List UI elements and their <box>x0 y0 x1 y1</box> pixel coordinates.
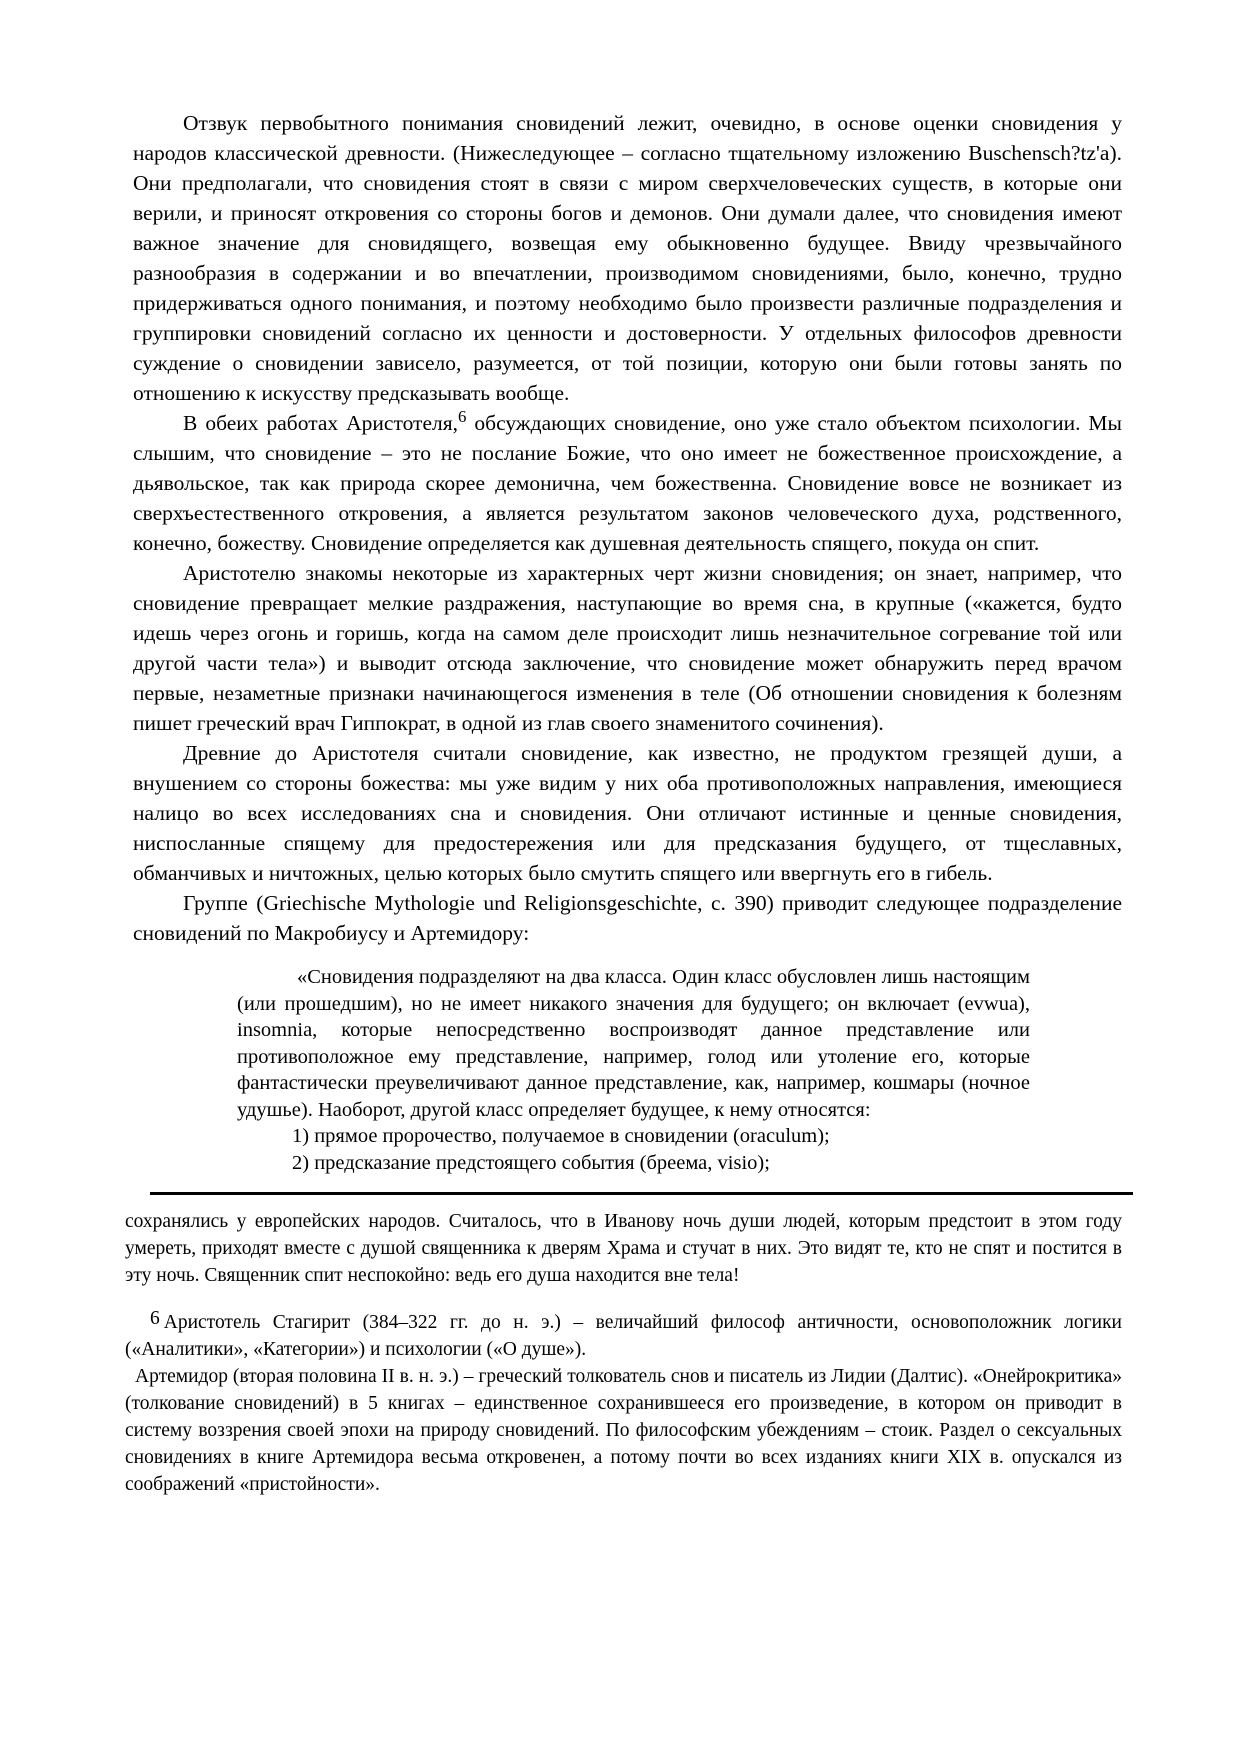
paragraph-aristotle-rest: обсуждающих сновидение, оно уже стало объектом психологии. Мы слышим, что сновидение – это не послание Божие, что оно имеет не божественное происхождение, а дьявольское, так как природа скорее демонична, чем божественна. Сновидение вовсе не возникает из сверхъестественного откровения, а является результатом законов человеческого духа, родственного, конечно, божеству. Сновидение определяется как душевная деятельность спящего, покуда он спит. <box>133 411 1122 555</box>
paragraph-aristotle-works <box>133 408 1122 558</box>
blockquote-item-1: 1) прямое пророчество, получаемое в сновидении (oraculum); <box>292 1125 830 1147</box>
blockquote-dream-classes <box>237 964 1030 1176</box>
footnote-separator-rule <box>150 1192 1133 1195</box>
paragraph-dream-antiquity: Отзвук первобытного понимания сновидений лежит, очевидно, в основе оценки сновидения у народов классической древности. (Нижеследующее – согласно тщательному изложению Buschensch?tz'a). Они предполагали, что сновидения стоят в связи с миром сверхчеловеческих существ, в которые они верили, и приносят откровения со стороны богов и демонов. Они думали далее, что сновидения имеют важное значение для сновидящего, возвещая ему обыкновенно будущее. Ввиду чрезвычайного разнообразия в содержании и во впечатлении, производимом сновидениями, было, конечно, трудно придерживаться одного понимания, и поэтому необходимо было произвести различные подразделения и группировки сновидений согласно их ценности и достоверности. У отдельных философов древности суждение о сновидении зависело, разумеется, от той позиции, которую они были готовы занять по отношению к искусству предсказывать вообще. <box>133 111 1122 405</box>
footnotes-section <box>125 1208 1122 1498</box>
paragraph-gruppe-intro: Группе (Griechische Mythologie und Religionsgeschichte, с. 390) приводит следующее подразделение сновидений по Макробиусу и Артемидору: <box>133 891 1122 945</box>
blockquote-body: «Сновидения подразделяют на два класса. Один класс обусловлен лишь настоящим (или прошедшим), но не имеет никакого значения для будущего; он включает (evwua), insomnia, которые непосредственно воспроизводят данное представление или противоположное ему представление, например, голод или утоление его, которые фантастически преувеличивают данное представление, как, например, кошмары (ночное удушье). Наоборот, другой класс определяет будущее, к нему относятся: <box>237 966 1030 1121</box>
body-text <box>133 108 1122 948</box>
paragraph-aristotle-lead: В обеих работах Аристотеля, <box>183 411 458 435</box>
footnote-ref-6: 6 <box>458 406 467 426</box>
blockquote-item-2: 2) предсказание предстоящего события (бреема, visio); <box>292 1151 770 1174</box>
paragraph-pre-aristotle: Древние до Аристотеля считали сновидение, как известно, не продуктом грезящей души, а внушением со стороны божества: мы уже видим у них оба противоположных направления, имеющиеся налицо во всех исследованиях сна и сновидения. Они отличают истинные и ценные сновидения, ниспосланные спящему для предостережения или для предсказания будущего, от тщеславных, обманчивых и ничтожных, целью которых было смутить спящего или ввергнуть его в гибель. <box>133 741 1122 885</box>
footnote-continuation: сохранялись у европейских народов. Считалось, что в Иванову ночь души людей, которым предстоит в этом году умереть, приходят вместе с душой священника к дверям Храма и стучат в них. Это видят те, кто не спят и постится в эту ночь. Священник спит неспокойно: ведь его душа находится вне тела! <box>125 1211 1122 1286</box>
footnote-6-marker: 6 <box>150 1308 160 1329</box>
footnote-6-text: Аристотель Стагирит (384–322 гг. до н. э.) – величайший философ античности, основоположник логики («Аналитики», «Категории») и психологии («О душе»). <box>125 1312 1122 1360</box>
footnote-6-artemidor: Артемидор (вторая половина II в. н. э.) – греческий толкователь снов и писатель из Лидии (Далтис). «Онейрокритика» (толкование сновидений) в 5 книгах – единственное сохранившееся его произведение, в котором он приводит в систему воззрения своей эпохи на природу сновидений. По философским убеждениям – стоик. Раздел о сексуальных сновидениях в книге Артемидора весьма откровенен, а потому почти во всех изданиях книги XIX в. опускался из соображений «пристойности». <box>125 1366 1122 1495</box>
paragraph-aristotle-traits: Аристотелю знакомы некоторые из характерных черт жизни сновидения; он знает, например, что сновидение превращает мелкие раздражения, наступающие во время сна, в крупные («кажется, будто идешь через огонь и горишь, когда на самом деле происходит лишь незначительное согревание той или другой части тела») и выводит отсюда заключение, что сновидение может обнаружить перед врачом первые, незаметные признаки начинающегося изменения в теле (Об отношении сновидения к болезням пишет греческий врач Гиппократ, в одной из глав своего знаменитого сочинения). <box>133 561 1122 735</box>
footnote-6 <box>125 1309 1122 1363</box>
